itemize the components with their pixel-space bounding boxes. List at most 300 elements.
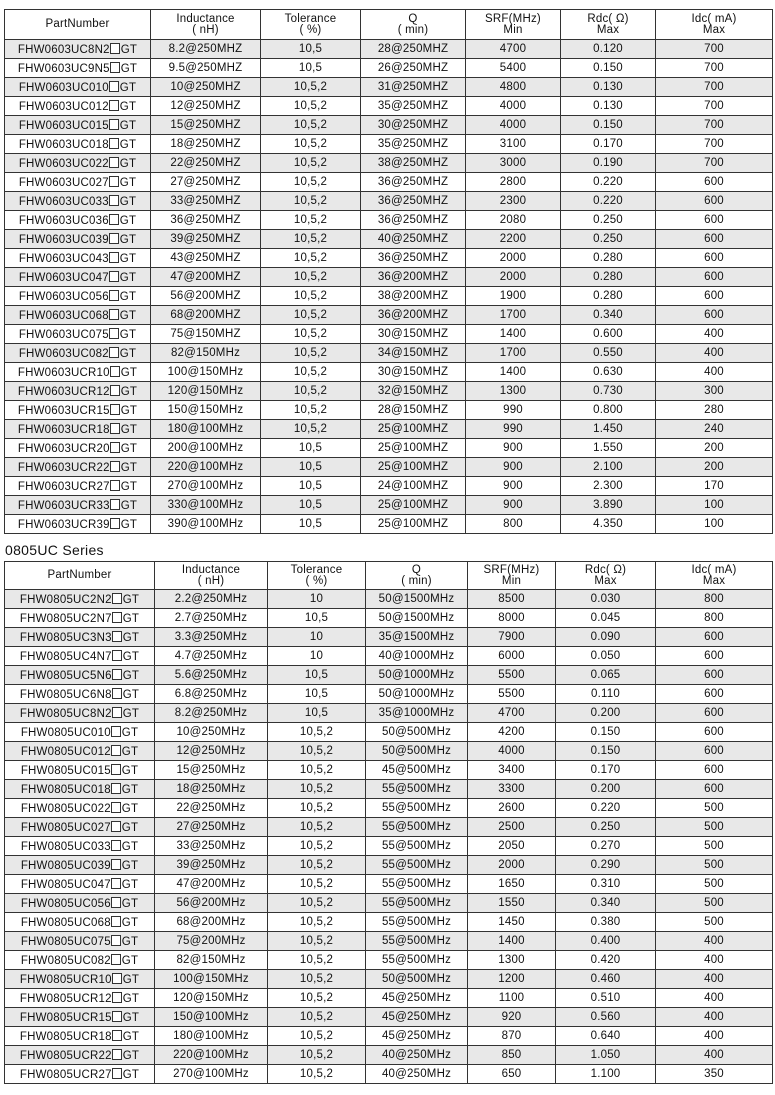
cell-tolerance: 10,5,2 [261,230,361,249]
part-number-prefix: FHW0805UC047 [20,878,111,891]
table-row [5,742,773,761]
part-number-prefix: FHW0603UCR10 [17,366,110,379]
cell-srf: 3300 [468,780,556,799]
table-row [5,97,773,116]
part-number-suffix: GT [121,802,139,815]
table-row [5,173,773,192]
tolerance-code-box-icon [109,176,119,187]
part-number-suffix: GT [119,157,137,170]
cell-q: 32@150MHZ [361,382,466,401]
cell-idc: 700 [656,59,773,78]
cell-inductance: 39@250MHz [155,856,268,875]
part-number-prefix: FHW0805UC033 [20,840,111,853]
cell-tolerance: 10,5,2 [261,192,361,211]
tolerance-code-box-icon [109,81,119,92]
cell-idc: 600 [656,230,773,249]
tolerance-code-box-icon [111,935,121,946]
cell-part-number [5,116,151,135]
cell-idc: 300 [656,382,773,401]
part-number-prefix: FHW0805UC015 [20,764,111,777]
part-number-suffix: GT [121,783,139,796]
cell-part-number [5,59,151,78]
cell-rdc: 4.350 [561,515,656,534]
cell-rdc: 0.200 [556,704,656,723]
spec-table-0805 [4,561,773,1084]
part-number-suffix: GT [119,138,137,151]
part-number-prefix: FHW0603UC027 [18,176,109,189]
cell-idc: 600 [656,780,773,799]
cell-part-number [5,970,155,989]
cell-part-number [5,211,151,230]
cell-rdc: 0.460 [556,970,656,989]
series-title-0805: 0805UC Series [5,542,104,558]
cell-tolerance: 10,5,2 [268,875,366,894]
cell-q: 55@500MHz [366,780,468,799]
cell-part-number [5,135,151,154]
cell-tolerance: 10,5 [261,496,361,515]
cell-tolerance: 10,5,2 [261,287,361,306]
cell-q: 50@1500MHz [366,590,468,609]
cell-rdc: 0.560 [556,1008,656,1027]
cell-inductance: 220@100MHz [155,1046,268,1065]
cell-srf: 4000 [466,97,561,116]
cell-inductance: 10@250MHz [155,723,268,742]
part-number-prefix: FHW0603UC047 [18,271,109,284]
cell-rdc: 0.280 [561,268,656,287]
table-row [5,287,773,306]
spec-table-0603 [4,9,773,534]
header-idc: Idc( mA) Max [656,10,773,40]
table-row [5,761,773,780]
tolerance-code-box-icon [110,518,120,529]
part-number-suffix: GT [122,992,140,1005]
cell-idc: 500 [656,894,773,913]
part-number-prefix: FHW0805UCR15 [19,1011,112,1024]
part-number-suffix: GT [119,252,137,265]
cell-tolerance: 10,5 [261,515,361,534]
cell-tolerance: 10,5,2 [261,401,361,420]
tolerance-code-box-icon [110,442,120,453]
cell-inductance: 33@250MHz [155,837,268,856]
cell-tolerance: 10,5,2 [261,135,361,154]
part-number-suffix: GT [120,499,138,512]
cell-inductance: 4.7@250MHz [155,647,268,666]
cell-idc: 500 [656,799,773,818]
cell-q: 50@500MHz [366,970,468,989]
tolerance-code-box-icon [111,859,121,870]
cell-part-number [5,1008,155,1027]
cell-srf: 1700 [466,306,561,325]
cell-q: 36@250MHZ [361,211,466,230]
cell-q: 40@250MHZ [361,230,466,249]
table-row [5,515,773,534]
cell-idc: 350 [656,1065,773,1084]
table-row [5,951,773,970]
part-number-suffix: GT [121,897,139,910]
cell-tolerance: 10,5,2 [268,818,366,837]
cell-part-number [5,647,155,666]
cell-tolerance: 10,5 [261,458,361,477]
cell-q: 55@500MHz [366,875,468,894]
part-number-suffix: GT [122,650,140,663]
cell-q: 36@250MHZ [361,192,466,211]
table-row [5,837,773,856]
part-number-suffix: GT [119,176,137,189]
cell-rdc: 0.550 [561,344,656,363]
tolerance-code-box-icon [111,840,121,851]
cell-srf: 2500 [468,818,556,837]
cell-inductance: 18@250MHZ [151,135,261,154]
cell-rdc: 0.380 [556,913,656,932]
cell-tolerance: 10,5,2 [261,363,361,382]
cell-idc: 400 [656,363,773,382]
table-row [5,1046,773,1065]
cell-idc: 600 [656,666,773,685]
part-number-prefix: FHW0603UCR27 [17,480,110,493]
cell-part-number [5,723,155,742]
part-number-prefix: FHW0603UC9N5 [17,62,110,75]
cell-part-number [5,875,155,894]
cell-idc: 600 [656,628,773,647]
table-row [5,211,773,230]
cell-rdc: 0.170 [556,761,656,780]
part-number-suffix: GT [120,366,138,379]
cell-tolerance: 10,5,2 [261,116,361,135]
part-number-prefix: FHW0805UC075 [20,935,111,948]
cell-rdc: 2.300 [561,477,656,496]
part-number-suffix: GT [122,1068,140,1081]
cell-srf: 1400 [468,932,556,951]
table-row [5,685,773,704]
cell-rdc: 2.100 [561,458,656,477]
part-number-suffix: GT [120,62,138,75]
cell-srf: 4700 [466,40,561,59]
part-number-prefix: FHW0603UC068 [18,309,109,322]
part-number-prefix: FHW0603UCR22 [17,461,110,474]
cell-idc: 400 [656,1027,773,1046]
cell-q: 50@500MHz [366,723,468,742]
tolerance-code-box-icon [112,1030,122,1041]
cell-part-number [5,1027,155,1046]
table-row [5,913,773,932]
part-number-suffix: GT [121,859,139,872]
cell-idc: 600 [656,704,773,723]
header-srf: SRF(MHz) Min [468,562,556,590]
cell-srf: 900 [466,496,561,515]
tolerance-code-box-icon [111,726,121,737]
part-number-prefix: FHW0603UCR12 [17,385,110,398]
table-row [5,609,773,628]
cell-tolerance: 10,5 [268,609,366,628]
tolerance-code-box-icon [111,954,121,965]
part-number-prefix: FHW0603UC018 [18,138,109,151]
cell-srf: 1700 [466,344,561,363]
cell-q: 35@250MHZ [361,135,466,154]
table-row [5,268,773,287]
tolerance-code-box-icon [111,821,121,832]
cell-inductance: 150@100MHz [155,1008,268,1027]
part-number-prefix: FHW0603UCR15 [17,404,110,417]
cell-inductance: 5.6@250MHz [155,666,268,685]
cell-q: 50@1500MHz [366,609,468,628]
cell-inductance: 200@100MHz [151,439,261,458]
cell-q: 55@500MHz [366,932,468,951]
cell-srf: 5400 [466,59,561,78]
table-row [5,420,773,439]
cell-rdc: 0.110 [556,685,656,704]
part-number-suffix: GT [121,878,139,891]
cell-rdc: 0.065 [556,666,656,685]
tolerance-code-box-icon [111,897,121,908]
cell-idc: 200 [656,458,773,477]
cell-idc: 600 [656,685,773,704]
table-row [5,818,773,837]
cell-part-number [5,590,155,609]
table-header [5,10,773,40]
cell-tolerance: 10,5,2 [268,742,366,761]
cell-q: 35@1000MHz [366,704,468,723]
cell-rdc: 0.310 [556,875,656,894]
part-number-suffix: GT [120,480,138,493]
table-row [5,458,773,477]
cell-part-number [5,913,155,932]
cell-inductance: 100@150MHz [151,363,261,382]
cell-inductance: 22@250MHz [155,799,268,818]
tolerance-code-box-icon [109,252,119,263]
cell-srf: 1300 [466,382,561,401]
cell-part-number [5,477,151,496]
cell-srf: 8000 [468,609,556,628]
table-row [5,875,773,894]
cell-part-number [5,951,155,970]
cell-rdc: 0.600 [561,325,656,344]
cell-tolerance: 10,5 [261,59,361,78]
part-number-suffix: GT [122,1030,140,1043]
table-body [5,590,773,1084]
cell-tolerance: 10,5,2 [261,249,361,268]
cell-idc: 100 [656,496,773,515]
part-number-suffix: GT [120,461,138,474]
cell-idc: 100 [656,515,773,534]
cell-rdc: 0.340 [556,894,656,913]
part-number-suffix: GT [119,119,137,132]
cell-rdc: 0.200 [556,780,656,799]
part-number-suffix: GT [122,631,140,644]
table-row [5,401,773,420]
cell-q: 45@250MHz [366,989,468,1008]
tolerance-code-box-icon [109,347,119,358]
tolerance-code-box-icon [109,157,119,168]
tolerance-code-box-icon [110,404,120,415]
part-number-suffix: GT [122,1049,140,1062]
cell-rdc: 0.170 [561,135,656,154]
cell-tolerance: 10,5,2 [261,154,361,173]
cell-part-number [5,458,151,477]
cell-idc: 700 [656,97,773,116]
part-number-suffix: GT [119,290,137,303]
cell-part-number [5,742,155,761]
tolerance-code-box-icon [110,461,120,472]
cell-part-number [5,989,155,1008]
cell-q: 25@100MHZ [361,420,466,439]
tolerance-code-box-icon [110,366,120,377]
tolerance-code-box-icon [111,802,121,813]
table-row [5,989,773,1008]
cell-tolerance: 10,5,2 [261,211,361,230]
table-row [5,154,773,173]
table-row [5,116,773,135]
tolerance-code-box-icon [112,650,122,661]
cell-tolerance: 10,5,2 [268,837,366,856]
part-number-suffix: GT [119,328,137,341]
cell-idc: 700 [656,116,773,135]
part-number-prefix: FHW0805UCR27 [19,1068,112,1081]
part-number-suffix: GT [122,612,140,625]
cell-inductance: 82@150MHz [155,951,268,970]
cell-srf: 2000 [468,856,556,875]
part-number-suffix: GT [122,669,140,682]
tolerance-code-box-icon [112,688,122,699]
cell-tolerance: 10,5,2 [268,761,366,780]
cell-rdc: 0.640 [556,1027,656,1046]
part-number-prefix: FHW0805UC3N3 [19,631,112,644]
cell-idc: 400 [656,1046,773,1065]
cell-inductance: 18@250MHz [155,780,268,799]
tolerance-code-box-icon [110,385,120,396]
cell-q: 35@1500MHz [366,628,468,647]
cell-rdc: 0.150 [561,59,656,78]
cell-inductance: 75@200MHz [155,932,268,951]
header-inductance: Inductance ( nH) [155,562,268,590]
table-row [5,723,773,742]
cell-srf: 2050 [468,837,556,856]
part-number-suffix: GT [121,764,139,777]
cell-rdc: 0.150 [556,742,656,761]
part-number-prefix: FHW0603UC010 [18,81,109,94]
cell-inductance: 6.8@250MHz [155,685,268,704]
cell-q: 30@150MHZ [361,325,466,344]
part-number-suffix: GT [120,404,138,417]
tolerance-code-box-icon [109,100,119,111]
cell-part-number [5,780,155,799]
tolerance-code-box-icon [112,992,122,1003]
cell-rdc: 0.420 [556,951,656,970]
cell-inductance: 3.3@250MHz [155,628,268,647]
cell-inductance: 82@150MHz [151,344,261,363]
cell-tolerance: 10,5,2 [268,951,366,970]
table-row [5,477,773,496]
cell-part-number [5,78,151,97]
cell-part-number [5,230,151,249]
tolerance-code-box-icon [110,480,120,491]
table-row [5,135,773,154]
cell-tolerance: 10,5,2 [268,780,366,799]
cell-q: 36@200MHZ [361,306,466,325]
cell-srf: 900 [466,439,561,458]
table-row [5,249,773,268]
part-number-prefix: FHW0805UC4N7 [19,650,112,663]
part-number-prefix: FHW0805UC5N6 [19,669,112,682]
part-number-prefix: FHW0603UCR20 [17,442,110,455]
cell-rdc: 0.280 [561,249,656,268]
cell-q: 25@100MHZ [361,496,466,515]
cell-srf: 1100 [468,989,556,1008]
cell-rdc: 1.450 [561,420,656,439]
cell-rdc: 0.150 [561,116,656,135]
part-number-prefix: FHW0805UC012 [20,745,111,758]
table-row [5,363,773,382]
part-number-suffix: GT [122,688,140,701]
table-row [5,1008,773,1027]
cell-q: 50@1000MHz [366,666,468,685]
table-row [5,970,773,989]
cell-q: 55@500MHz [366,837,468,856]
cell-q: 34@150MHZ [361,344,466,363]
cell-srf: 900 [466,477,561,496]
cell-srf: 2000 [466,249,561,268]
cell-srf: 990 [466,401,561,420]
part-number-prefix: FHW0805UCR12 [19,992,112,1005]
cell-srf: 4000 [466,116,561,135]
cell-rdc: 1.100 [556,1065,656,1084]
part-number-prefix: FHW0603UC022 [18,157,109,170]
cell-part-number [5,154,151,173]
cell-part-number [5,818,155,837]
part-number-prefix: FHW0603UCR18 [17,423,110,436]
cell-rdc: 0.280 [561,287,656,306]
cell-tolerance: 10,5,2 [268,723,366,742]
tolerance-code-box-icon [112,1049,122,1060]
tolerance-code-box-icon [111,764,121,775]
cell-inductance: 120@150MHz [155,989,268,1008]
table-row [5,78,773,97]
cell-idc: 800 [656,609,773,628]
table-row [5,894,773,913]
cell-idc: 600 [656,192,773,211]
cell-idc: 500 [656,856,773,875]
cell-rdc: 0.190 [561,154,656,173]
part-number-suffix: GT [121,745,139,758]
cell-inductance: 12@250MHz [155,742,268,761]
part-number-prefix: FHW0805UC2N7 [19,612,112,625]
cell-part-number [5,761,155,780]
cell-q: 36@250MHZ [361,249,466,268]
part-number-suffix: GT [119,214,137,227]
cell-q: 35@250MHZ [361,97,466,116]
cell-tolerance: 10,5,2 [268,913,366,932]
cell-rdc: 0.150 [556,723,656,742]
cell-q: 45@250MHz [366,1008,468,1027]
cell-idc: 400 [656,951,773,970]
cell-q: 45@500MHz [366,761,468,780]
cell-srf: 1400 [466,325,561,344]
cell-idc: 600 [656,268,773,287]
cell-q: 55@500MHz [366,818,468,837]
table-row [5,780,773,799]
cell-tolerance: 10 [268,647,366,666]
cell-q: 45@250MHz [366,1027,468,1046]
cell-part-number [5,496,151,515]
cell-inductance: 68@200MHz [155,913,268,932]
cell-rdc: 3.890 [561,496,656,515]
part-number-prefix: FHW0805UC056 [20,897,111,910]
cell-idc: 500 [656,837,773,856]
cell-idc: 600 [656,173,773,192]
cell-inductance: 390@100MHz [151,515,261,534]
header-inductance: Inductance ( nH) [151,10,261,40]
cell-rdc: 0.800 [561,401,656,420]
cell-q: 40@1000MHz [366,647,468,666]
